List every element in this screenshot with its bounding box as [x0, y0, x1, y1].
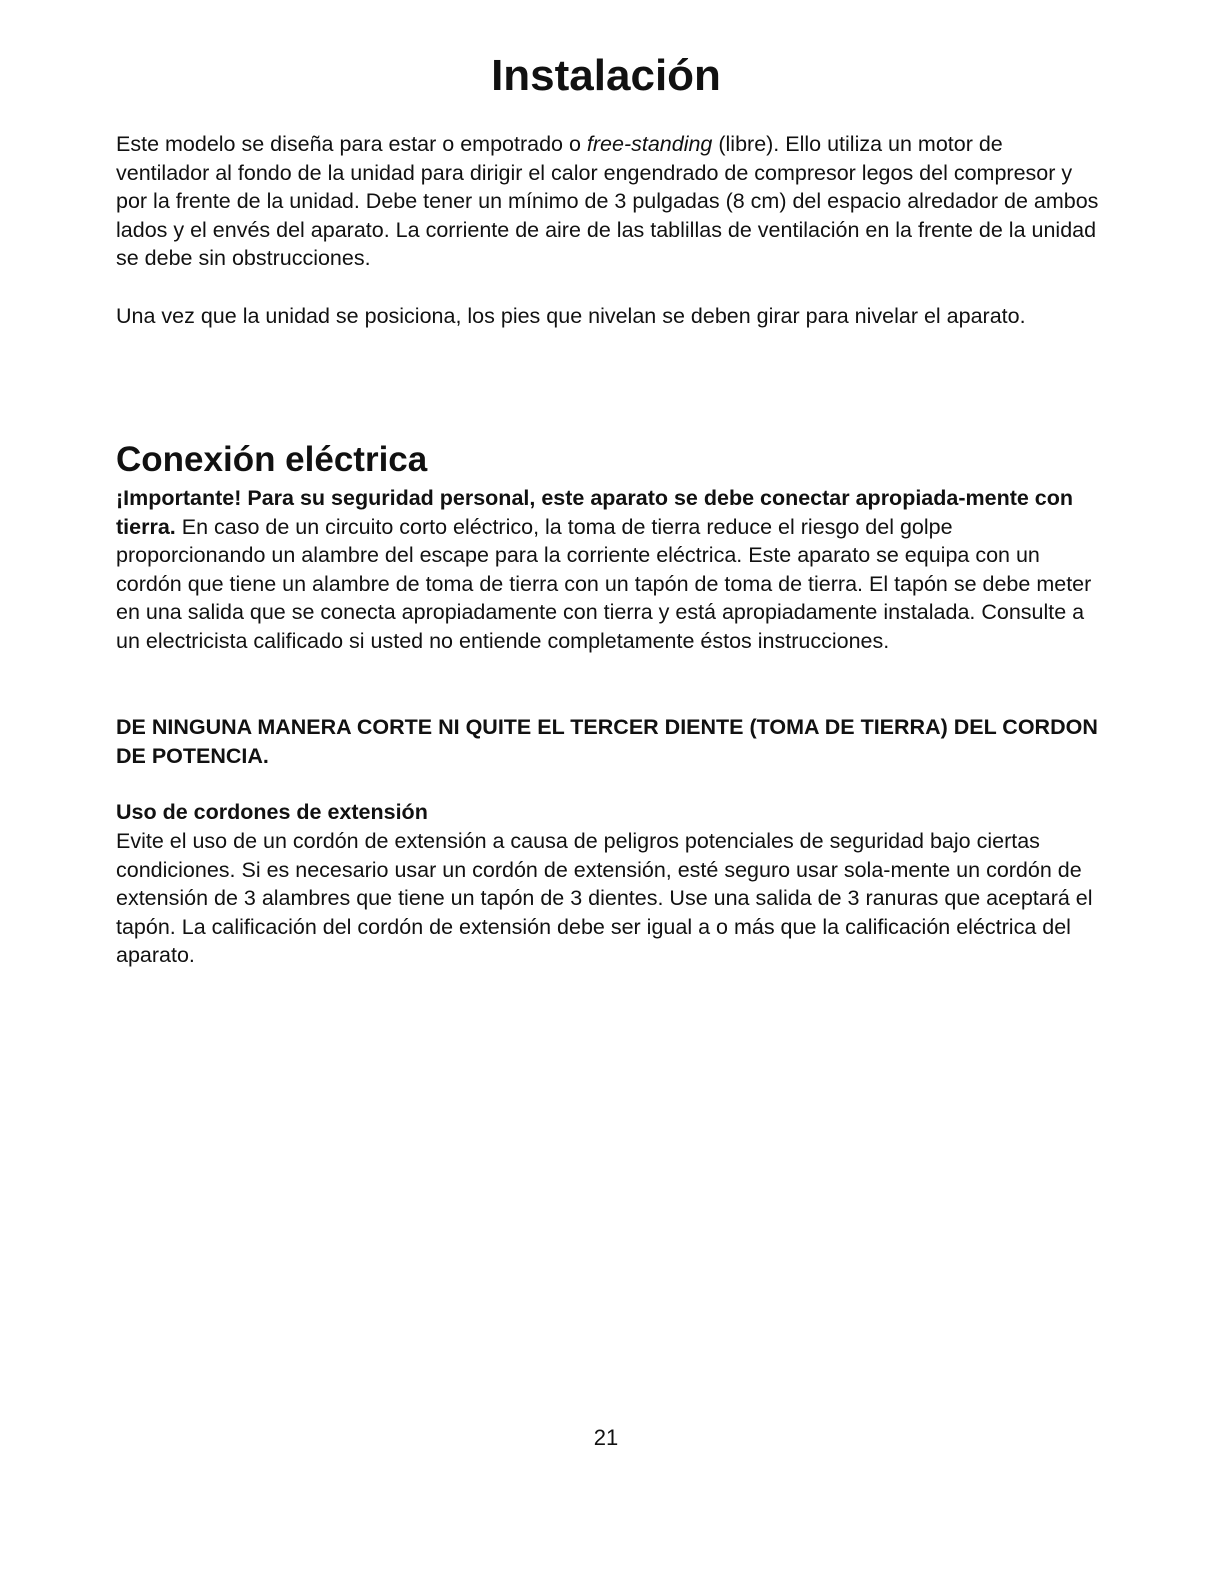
page-number: 21	[593, 1425, 619, 1450]
extension-paragraph: Evite el uso de un cordón de extensión a causa de peligros potenciales de seguridad bajo ciertas condiciones. Si es necesario usar un cordón de extensión, esté seguro usar sola-mente un cordón de extensión de 3 alambres que tiene un tapón de 3 dientes. Use una salida de 3 ranuras que aceptará el tapón. La calificación del cordón de extensión debe ser igual a o más que la calificación eléctrica del aparato.	[116, 829, 1093, 968]
intro-emphasis: free-standing	[586, 132, 713, 156]
intro-paragraph	[116, 130, 1101, 273]
electrical-heading: Conexión eléctrica	[116, 440, 428, 479]
electrical-paragraph	[116, 484, 1101, 656]
page-title: Instalación	[491, 51, 721, 100]
grounding-warning: DE NINGUNA MANERA CORTE NI QUITE EL TERCER DIENTE (TOMA DE TIERRA) DEL CORDON DE POTENCIA.	[116, 715, 1098, 768]
intro-text-start: Este modelo se diseña para estar o empotrado o	[116, 132, 587, 156]
intro-text-end: (libre). Ello utiliza un motor de ventilador al fondo de la unidad para dirigir el calor engendrado de compresor legos del compresor y por la frente de la unidad. Debe tener un mínimo de 3 pulgadas (8 cm) del espacio alredador de ambos lados y el envés del aparato. La corriente de aire de las tablillas de ventilación en la frente de la unidad se debe sin obstrucciones.	[116, 132, 1099, 271]
extension-heading: Uso de cordones de extensión	[116, 800, 428, 824]
leveling-paragraph: Una vez que la unidad se posiciona, los pies que nivelan se deben girar para nivelar el aparato.	[116, 304, 1026, 328]
electrical-body: En caso de un circuito corto eléctrico, la toma de tierra reduce el riesgo del golpe proporcionando un alambre del escape para la corriente eléctrica. Este aparato se equipa con un cordón que tiene un alambre de toma de tierra con un tapón de toma de tierra. El tapón se debe meter en una salida que se conecta apropiadamente con tierra y está apropiadamente instalada. Consulte a un electricista calificado si usted no entiende completamente éstos instrucciones.	[116, 514, 1092, 653]
important-notice: ¡Importante! Para su seguridad personal, este aparato se debe conectar apropiada-mente con tierra.	[116, 486, 1074, 539]
